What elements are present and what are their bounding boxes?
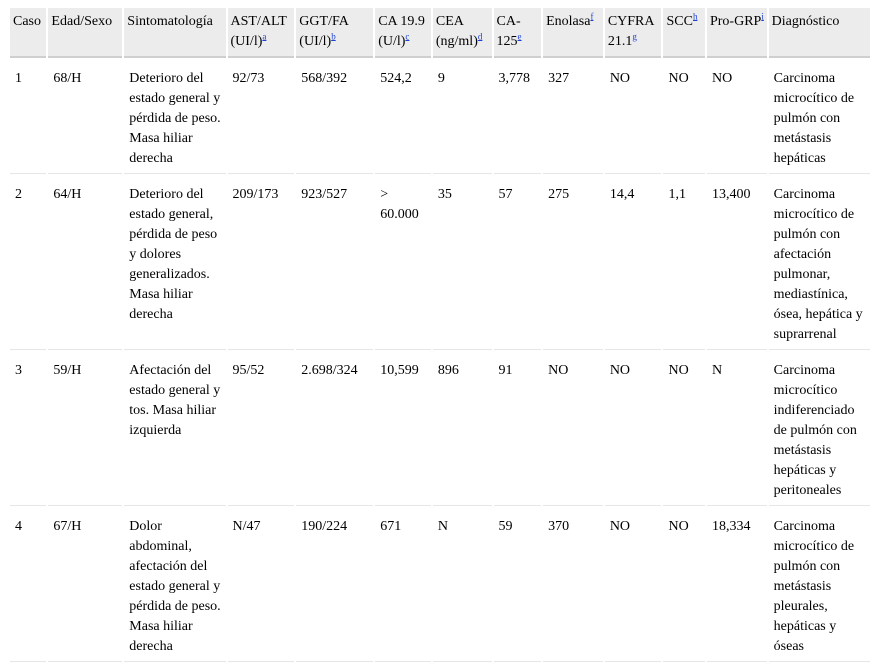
header-row: [10, 8, 870, 58]
cell-pro-grp: N: [707, 352, 767, 506]
header-sintomatologia: Sintomatología: [124, 8, 225, 58]
cell-diagnostico: Carcinoma microcítico de pulmón con metástasis pleurales, hepáticas y óseas: [769, 508, 870, 662]
header-diagnostico: Diagnóstico: [769, 8, 870, 58]
header-pro-grp: Pro-GRP$^i$: [707, 8, 767, 58]
cell-ggt-fa: 923/527: [296, 176, 373, 350]
cell-cyfra: NO: [605, 352, 662, 506]
table-row: [10, 352, 870, 506]
footnote-link-d[interactable]: d: [477, 31, 483, 42]
footnote-link-i[interactable]: i: [761, 11, 764, 22]
cell-ca125: 59: [494, 508, 542, 662]
cell-ca199: 10,599: [375, 352, 431, 506]
cell-ast-alt: 95/52: [228, 352, 295, 506]
cell-ggt-fa: 2.698/324: [296, 352, 373, 506]
header-enolasa: Enolasa$^f$: [543, 8, 603, 58]
cell-scc: NO: [663, 352, 704, 506]
cell-ca125: 3,778: [494, 60, 542, 174]
cell-ggt-fa: 568/392: [296, 60, 373, 174]
cell-cea: 35: [433, 176, 492, 350]
table-row: [10, 60, 870, 174]
cell-caso: 1: [10, 60, 46, 174]
cell-scc: NO: [663, 60, 704, 174]
footnote-link-a[interactable]: a: [262, 31, 267, 42]
header-caso: Caso: [10, 8, 46, 58]
cell-ast-alt: 92/73: [228, 60, 295, 174]
cell-ast-alt: 209/173: [228, 176, 295, 350]
cell-sintomatologia: Dolor abdominal, afectación del estado general y pérdida de peso. Masa hiliar derecha: [124, 508, 225, 662]
cell-ca199: 524,2: [375, 60, 431, 174]
header-edad-sexo: Edad/Sexo: [48, 8, 122, 58]
cell-cyfra: 14,4: [605, 176, 662, 350]
cell-pro-grp: 13,400: [707, 176, 767, 350]
header-cea: CEA (ng/ml)$^d$: [433, 8, 492, 58]
cell-diagnostico: Carcinoma microcítico indiferenciado de pulmón con metástasis hepáticas y peritoneales: [769, 352, 870, 506]
cell-cyfra: NO: [605, 508, 662, 662]
cell-sintomatologia: Deterioro del estado general y pérdida de peso. Masa hiliar derecha: [124, 60, 225, 174]
cell-sintomatologia: Afectación del estado general y tos. Masa hiliar izquierda: [124, 352, 225, 506]
cell-enolasa: 327: [543, 60, 603, 174]
cell-ca199: 671: [375, 508, 431, 662]
header-ggt-fa: GGT/FA (UI/l)$^b$: [296, 8, 373, 58]
clinical-cases-table: [8, 6, 872, 664]
cell-scc: 1,1: [663, 176, 704, 350]
cell-cea: 896: [433, 352, 492, 506]
cell-enolasa: NO: [543, 352, 603, 506]
header-cyfra: CYFRA 21.1$^g$: [605, 8, 662, 58]
cell-enolasa: 275: [543, 176, 603, 350]
cell-cea: 9: [433, 60, 492, 174]
cell-ggt-fa: 190/224: [296, 508, 373, 662]
cell-pro-grp: NO: [707, 60, 767, 174]
footnote-link-f[interactable]: f: [590, 11, 594, 22]
cell-caso: 4: [10, 508, 46, 662]
cell-scc: NO: [663, 508, 704, 662]
cell-cea: N: [433, 508, 492, 662]
header-ca125: CA-125e: [494, 8, 542, 58]
cell-edad-sexo: 59/H: [48, 352, 122, 506]
footnote-link-c[interactable]: c: [405, 31, 410, 42]
header-ast-alt: AST/ALT (UI/l)$^a$: [228, 8, 295, 58]
cell-caso: 2: [10, 176, 46, 350]
cell-diagnostico: Carcinoma microcítico de pulmón con afectación pulmonar, mediastínica, ósea, hepática y suprarrenal: [769, 176, 870, 350]
table-row: [10, 176, 870, 350]
cell-ca125: 91: [494, 352, 542, 506]
cell-ca199: > 60.000: [375, 176, 431, 350]
cell-cyfra: NO: [605, 60, 662, 174]
footnote-link-e[interactable]: e: [517, 31, 522, 42]
cell-sintomatologia: Deterioro del estado general, pérdida de peso y dolores generalizados. Masa hiliar derecha: [124, 176, 225, 350]
footnote-link-h[interactable]: h: [692, 11, 698, 22]
cell-ca125: 57: [494, 176, 542, 350]
header-ca199: CA 19.9 (U/l)$^c$: [375, 8, 431, 58]
table-row: [10, 508, 870, 662]
footnote-link-b[interactable]: b: [331, 31, 336, 42]
cell-diagnostico: Carcinoma microcítico de pulmón con metástasis hepáticas: [769, 60, 870, 174]
header-scc: SCC$^h$: [663, 8, 704, 58]
footnote-link-g[interactable]: g: [632, 31, 637, 42]
cell-edad-sexo: 68/H: [48, 60, 122, 174]
cell-ast-alt: N/47: [228, 508, 295, 662]
cell-enolasa: 370: [543, 508, 603, 662]
cell-edad-sexo: 67/H: [48, 508, 122, 662]
cell-pro-grp: 18,334: [707, 508, 767, 662]
cell-caso: 3: [10, 352, 46, 506]
cell-edad-sexo: 64/H: [48, 176, 122, 350]
